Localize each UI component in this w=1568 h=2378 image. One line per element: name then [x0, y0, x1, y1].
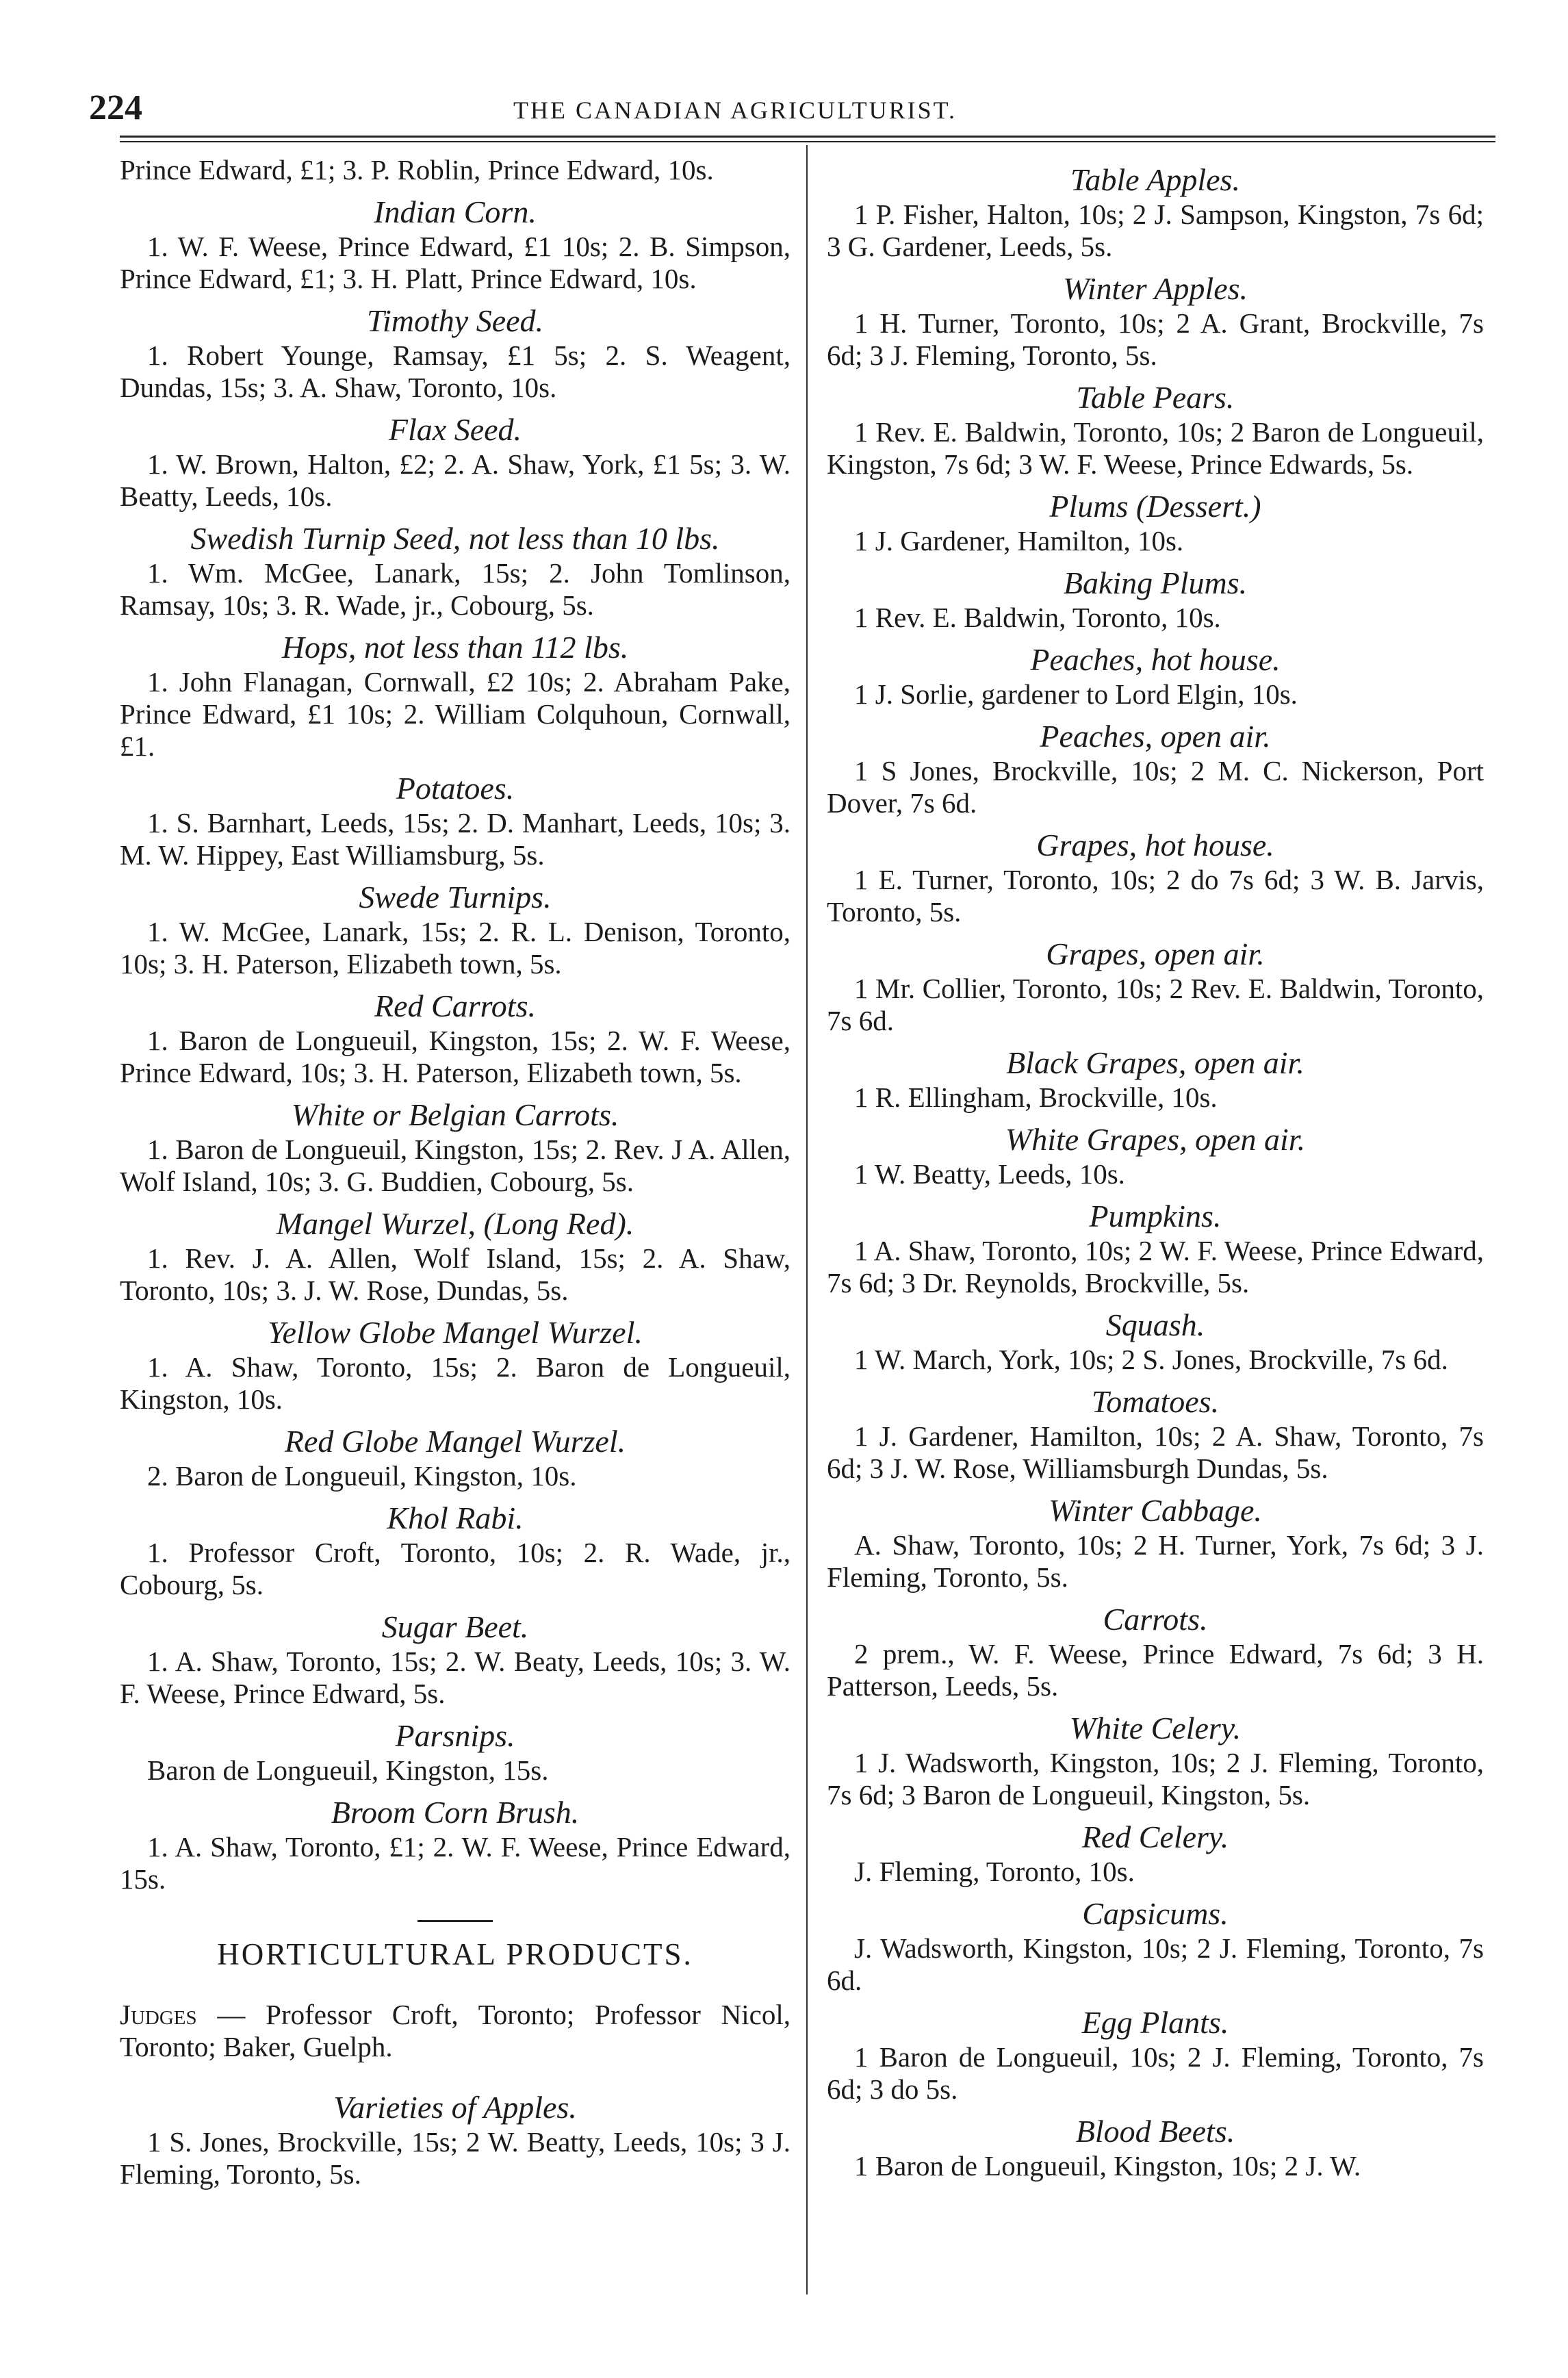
entry-text: 1 Rev. E. Baldwin, Toronto, 10s. [854, 602, 1221, 633]
entry-heading: Winter Cabbage. [1049, 1493, 1262, 1528]
entry-heading: Indian Corn. [374, 194, 537, 229]
entry-text: 1 R. Ellingham, Brockville, 10s. [854, 1082, 1218, 1113]
entry-text: 1 W. March, York, 10s; 2 S. Jones, Brockville, 7s 6d. [854, 1344, 1448, 1375]
entry-text: 1. Rev. J. A. Allen, Wolf Island, 15s; 2. A. Shaw, Toronto, 10s; 3. J. W. Rose, Dundas, 5s. [120, 1242, 791, 1306]
entry-text: 1. W. F. Weese, Prince Edward, £1 10s; 2. B. Simpson, Prince Edward, £1; 3. H. Platt, Prince Edward, 10s. [120, 231, 791, 294]
entry-heading: Capsicums. [1082, 1896, 1229, 1931]
entry-text: A. Shaw, Toronto, 10s; 2 H. Turner, York, 7s 6d; 3 J. Fleming, Toronto, 5s. [827, 1529, 1484, 1593]
entry-heading: Table Pears. [1076, 380, 1235, 415]
entry-text: 1 Baron de Longueuil, Kingston, 10s; 2 J. W. [854, 2150, 1361, 2182]
entry-text: 1. W. McGee, Lanark, 15s; 2. R. L. Denison, Toronto, 10s; 3. H. Paterson, Elizabeth town, 5s. [120, 916, 791, 980]
entry-text: 1 Rev. E. Baldwin, Toronto, 10s; 2 Baron de Longueuil, Kingston, 7s 6d; 3 W. F. Weese, Prince Edwards, 5s. [827, 416, 1484, 480]
entry-heading: Blood Beets. [1075, 2114, 1235, 2149]
entry-text: 1 P. Fisher, Halton, 10s; 2 J. Sampson, Kingston, 7s 6d; 3 G. Gardener, Leeds, 5s. [827, 199, 1484, 262]
entry-text: 1. A. Shaw, Toronto, £1; 2. W. F. Weese, Prince Edward, 15s. [120, 1831, 791, 1895]
entry-text: 1 J. Gardener, Hamilton, 10s; 2 A. Shaw, Toronto, 7s 6d; 3 J. W. Rose, Williamsburgh Dundas, 5s. [827, 1420, 1484, 1484]
entry-text: 1 Baron de Longueuil, 10s; 2 J. Fleming, Toronto, 7s 6d; 3 do 5s. [827, 2041, 1484, 2105]
entry-heading: Egg Plants. [1081, 2005, 1229, 2040]
entry-text: J. Fleming, Toronto, 10s. [854, 1856, 1135, 1887]
entry-text: 2. Baron de Longueuil, Kingston, 10s. [147, 1460, 577, 1492]
entry-heading: Pumpkins. [1089, 1199, 1222, 1233]
entry-heading: Winter Apples. [1062, 271, 1248, 306]
entry-text: 1 E. Turner, Toronto, 10s; 2 do 7s 6d; 3 W. B. Jarvis, Toronto, 5s. [827, 864, 1484, 928]
entry-heading: Timothy Seed. [366, 303, 544, 338]
entry-heading: Swede Turnips. [359, 880, 552, 915]
entry-heading: Hops, not less than 112 lbs. [281, 630, 629, 665]
entry-text: 1. John Flanagan, Cornwall, £2 10s; 2. Abraham Pake, Prince Edward, £1 10s; 2. William Colquhoun, Cornwall, £1. [120, 666, 791, 762]
entry-text: 1 J. Sorlie, gardener to Lord Elgin, 10s. [854, 678, 1298, 710]
entry-text: 1. A. Shaw, Toronto, 15s; 2. W. Beaty, Leeds, 10s; 3. W. F. Weese, Prince Edward, 5s. [120, 1646, 791, 1709]
entry-heading: White Grapes, open air. [1005, 1122, 1306, 1157]
judges-text: — Professor Croft, Toronto; Professor Nicol, Toronto; Baker, Guelph. [120, 1999, 791, 2062]
running-title: THE CANADIAN AGRICULTURIST. [513, 97, 957, 124]
entry-text: 1 S Jones, Brockville, 10s; 2 M. C. Nickerson, Port Dover, 7s 6d. [827, 755, 1484, 819]
entry-heading: Mangel Wurzel, (Long Red). [276, 1206, 634, 1241]
page-number: 224 [89, 88, 142, 127]
column-divider [806, 145, 808, 2294]
header-rule-thin [120, 141, 1495, 142]
entry-heading: Black Grapes, open air. [1006, 1045, 1304, 1080]
entry-text: 1. Professor Croft, Toronto, 10s; 2. R. Wade, jr., Cobourg, 5s. [120, 1537, 791, 1600]
entry-heading: Red Globe Mangel Wurzel. [284, 1424, 626, 1459]
entry-text: 1 H. Turner, Toronto, 10s; 2 A. Grant, Brockville, 7s 6d; 3 J. Fleming, Toronto, 5s. [827, 307, 1484, 371]
entry-text: 1 S. Jones, Brockville, 15s; 2 W. Beatty, Leeds, 10s; 3 J. Fleming, Toronto, 5s. [120, 2126, 791, 2190]
entry-heading: Yellow Globe Mangel Wurzel. [268, 1315, 643, 1350]
entry-text: 1 J. Wadsworth, Kingston, 10s; 2 J. Fleming, Toronto, 7s 6d; 3 Baron de Longueuil, Kingston, 5s. [827, 1747, 1484, 1811]
entry-text: 1. Baron de Longueuil, Kingston, 15s; 2. Rev. J A. Allen, Wolf Island, 10s; 3. G. Buddien, Cobourg, 5s. [120, 1134, 791, 1197]
entry-text: 1 W. Beatty, Leeds, 10s. [854, 1158, 1125, 1190]
entry-heading: Parsnips. [395, 1718, 515, 1753]
entry-heading: Carrots. [1103, 1602, 1208, 1637]
entry-text: 1. Wm. McGee, Lanark, 15s; 2. John Tomlinson, Ramsay, 10s; 3. R. Wade, jr., Cobourg, 5s. [120, 557, 791, 621]
entry-heading: Flax Seed. [388, 412, 522, 447]
entry-heading: Grapes, hot house. [1036, 828, 1274, 862]
entry-text: 2 prem., W. F. Weese, Prince Edward, 7s 6d; 3 H. Patterson, Leeds, 5s. [827, 1638, 1484, 1702]
entry-heading: Swedish Turnip Seed, not less than 10 lbs. [190, 521, 720, 556]
entry-heading: Baking Plums. [1063, 565, 1248, 600]
right-entries [827, 164, 1484, 2182]
entry-heading: White Celery. [1069, 1711, 1242, 1746]
entry-text: 1. W. Brown, Halton, £2; 2. A. Shaw, York, £1 5s; 3. W. Beatty, Leeds, 10s. [120, 448, 791, 512]
page-header [89, 88, 1485, 136]
entry-heading: Tomatoes. [1091, 1384, 1220, 1419]
section-title: HORTICULTURAL PRODUCTS. [217, 1937, 693, 1971]
entry-heading: Red Celery. [1081, 1819, 1229, 1854]
header-rule [120, 136, 1495, 138]
entry-heading: Peaches, open air. [1040, 719, 1271, 754]
entry-text: J. Wadsworth, Kingston, 10s; 2 J. Fleming, Toronto, 7s 6d. [827, 1932, 1484, 1996]
entry-text: 1. Robert Younge, Ramsay, £1 5s; 2. S. Weagent, Dundas, 15s; 3. A. Shaw, Toronto, 10s. [120, 340, 791, 403]
entry-heading: Grapes, open air. [1046, 936, 1265, 971]
judges-paragraph [120, 1999, 791, 2063]
entry-text: 1. S. Barnhart, Leeds, 15s; 2. D. Manhart, Leeds, 10s; 3. M. W. Hippey, East Williamsburg, 5s. [120, 807, 791, 871]
entry-heading: Red Carrots. [374, 988, 536, 1023]
section-separator [417, 1920, 493, 1922]
judges-label: Judges [120, 1999, 197, 2030]
left-column [120, 154, 791, 2192]
entry-text: 1. A. Shaw, Toronto, 15s; 2. Baron de Longueuil, Kingston, 10s. [120, 1351, 791, 1415]
entry-text: Baron de Longueuil, Kingston, 15s. [147, 1754, 549, 1786]
entry-heading: White or Belgian Carrots. [291, 1097, 619, 1132]
entry-heading: Khol Rabi. [387, 1500, 524, 1535]
entry-heading: Potatoes. [396, 771, 515, 806]
entry-heading: Varieties of Apples. [333, 2090, 577, 2125]
left-entries [120, 196, 791, 1895]
entry-text: 1 A. Shaw, Toronto, 10s; 2 W. F. Weese, Prince Edward, 7s 6d; 3 Dr. Reynolds, Brockville, 5s. [827, 1235, 1484, 1299]
entry-text: 1 Mr. Collier, Toronto, 10s; 2 Rev. E. Baldwin, Toronto, 7s 6d. [827, 973, 1484, 1036]
entry-heading: Plums (Dessert.) [1049, 489, 1261, 524]
right-column [827, 154, 1484, 2184]
left-intro: Prince Edward, £1; 3. P. Roblin, Prince Edward, 10s. [120, 154, 714, 186]
entry-heading: Squash. [1105, 1307, 1205, 1342]
entry-text: 1 J. Gardener, Hamilton, 10s. [854, 525, 1184, 557]
entry-heading: Table Apples. [1070, 162, 1240, 197]
entry-heading: Sugar Beet. [381, 1609, 529, 1644]
entry-heading: Peaches, hot house. [1030, 642, 1281, 677]
entry-heading: Broom Corn Brush. [331, 1795, 580, 1830]
entry-text: 1. Baron de Longueuil, Kingston, 15s; 2. W. F. Weese, Prince Edward, 10s; 3. H. Paterson, Elizabeth town, 5s. [120, 1025, 791, 1088]
